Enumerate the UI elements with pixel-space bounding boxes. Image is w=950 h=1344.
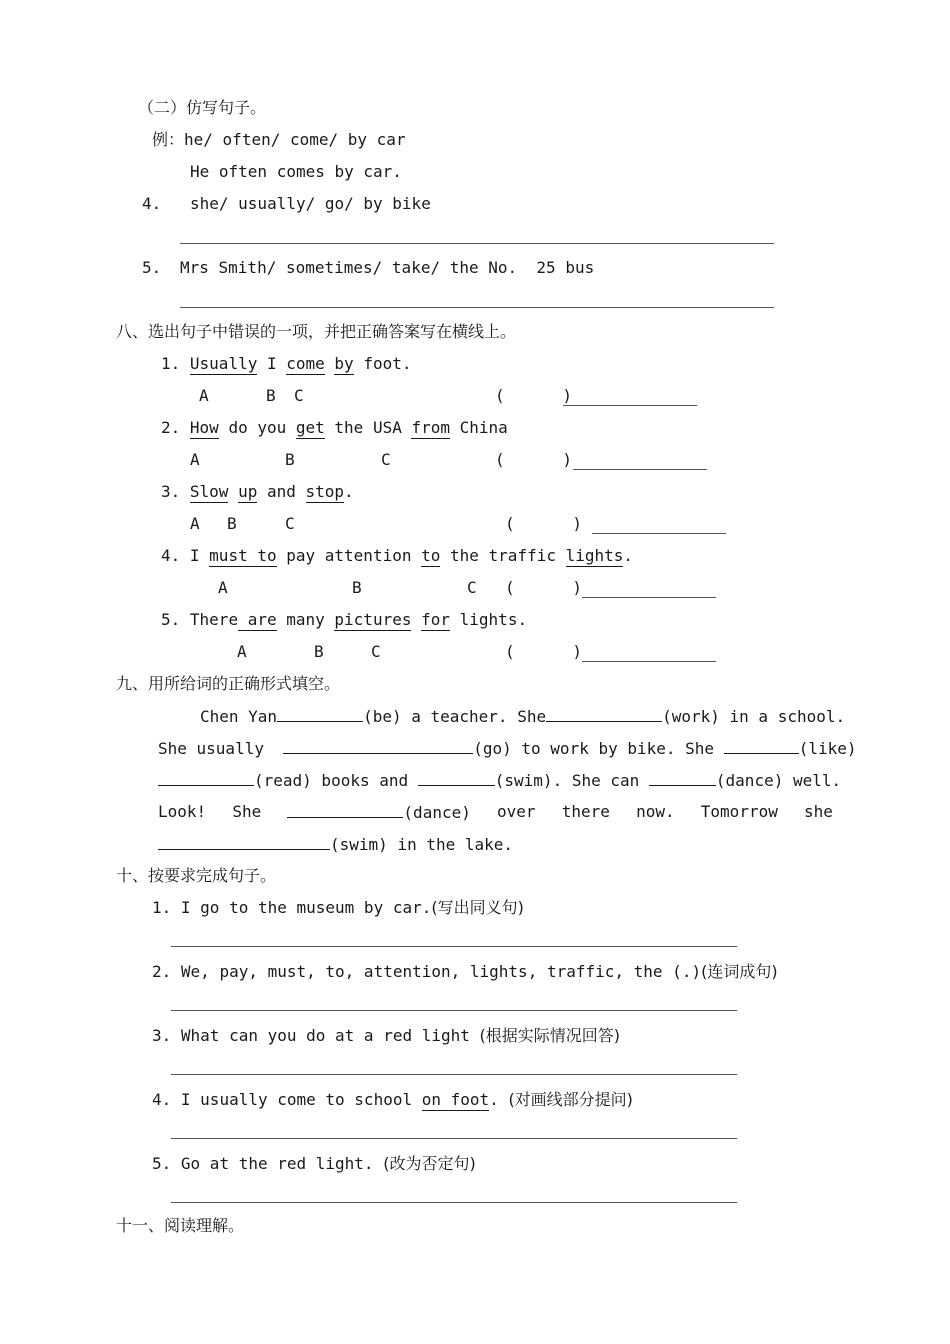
cloze-blank-be[interactable] bbox=[277, 706, 363, 722]
letter-a: A bbox=[218, 578, 228, 597]
section-9-heading: 九、用所给词的正确形式填空。 bbox=[116, 674, 341, 693]
item-hint: (写出同义句) bbox=[431, 898, 524, 917]
letter-a: A bbox=[190, 450, 200, 469]
plain-text: the traffic bbox=[440, 546, 566, 565]
plain-text: China bbox=[450, 418, 508, 437]
option-a-word: must to bbox=[209, 546, 277, 565]
error-item-1 bbox=[161, 354, 411, 374]
item-number: 3. bbox=[152, 1026, 172, 1045]
letter-a: A bbox=[237, 642, 247, 661]
answer-paren[interactable]: ( ) bbox=[495, 450, 573, 469]
error-item-5 bbox=[161, 610, 527, 630]
answer-paren[interactable]: ( ) bbox=[495, 386, 573, 405]
example-answer: He often comes by car. bbox=[190, 162, 402, 181]
plain-text: foot. bbox=[353, 354, 412, 373]
item-number: 1. bbox=[161, 354, 181, 373]
option-c-word: for bbox=[421, 610, 451, 629]
letter-b: B bbox=[285, 450, 295, 469]
section-2-heading: （二）仿写句子。 bbox=[138, 98, 267, 117]
transform-item-5-answer-line[interactable] bbox=[171, 1201, 737, 1203]
transform-item-5 bbox=[152, 1154, 476, 1174]
item-hint: (对画线部分提问) bbox=[508, 1090, 633, 1109]
rewrite-item-5-answer-line[interactable] bbox=[180, 306, 774, 308]
cloze-text bbox=[287, 802, 470, 823]
cloze-text: over bbox=[497, 802, 536, 821]
cloze-text: Chen Yan bbox=[200, 707, 278, 726]
option-a-word: Usually bbox=[189, 354, 258, 373]
item-hint: (改为否定句) bbox=[383, 1154, 476, 1173]
cloze-line-3 bbox=[158, 770, 841, 791]
example-prompt: he/ often/ come/ by car bbox=[184, 130, 406, 149]
cloze-text: (read) books and bbox=[254, 771, 409, 790]
cloze-text: she bbox=[804, 802, 833, 821]
item-number: 3. bbox=[161, 482, 181, 501]
plain-text: I bbox=[189, 546, 210, 565]
item-text: I go to the museum by car. bbox=[180, 898, 432, 917]
error-item-4-answer-line[interactable] bbox=[582, 596, 716, 598]
transform-item-3-answer-line[interactable] bbox=[171, 1073, 737, 1075]
option-c-word: from bbox=[411, 418, 451, 437]
transform-item-2-answer-line[interactable] bbox=[171, 1009, 737, 1011]
item-text: We, pay, must, to, attention, lights, traffic, the (.) bbox=[180, 962, 702, 981]
cloze-text: there bbox=[561, 802, 610, 821]
item-text: What can you do at a red light bbox=[180, 1026, 480, 1045]
letter-b: B bbox=[266, 386, 276, 405]
option-a-word: How bbox=[189, 418, 219, 437]
cloze-text: Tomorrow bbox=[700, 802, 778, 821]
option-a-word: are bbox=[238, 610, 277, 629]
cloze-blank-go[interactable] bbox=[283, 738, 473, 754]
transform-item-4-answer-line[interactable] bbox=[171, 1137, 737, 1139]
cloze-text: (work) in a school. bbox=[662, 707, 846, 726]
option-c-word: by bbox=[334, 354, 354, 373]
answer-paren[interactable]: ( ) bbox=[505, 642, 583, 661]
item-number: 5. bbox=[152, 1154, 172, 1173]
error-item-4 bbox=[161, 546, 633, 566]
rewrite-item-4-answer-line[interactable] bbox=[180, 242, 774, 244]
transform-item-1 bbox=[152, 898, 524, 918]
cloze-line-4 bbox=[158, 802, 833, 823]
cloze-line-2 bbox=[158, 738, 857, 759]
item-number: 4. bbox=[152, 1090, 172, 1109]
transform-item-4 bbox=[152, 1090, 633, 1110]
plain-text: lights. bbox=[450, 610, 528, 629]
cloze-blank-work[interactable] bbox=[546, 706, 662, 722]
letter-a: A bbox=[190, 514, 200, 533]
letter-c: C bbox=[371, 642, 381, 661]
cloze-text: (be) a teacher. She bbox=[363, 707, 547, 726]
plain-text: do you bbox=[218, 418, 296, 437]
cloze-blank-swim-2[interactable] bbox=[158, 834, 330, 850]
cloze-blank-dance[interactable] bbox=[649, 770, 716, 786]
cloze-text: (swim). She can bbox=[494, 771, 640, 790]
item-text: Go at the red light. bbox=[180, 1154, 384, 1173]
item-text: I usually come to school bbox=[180, 1090, 422, 1109]
letter-c: C bbox=[467, 578, 477, 597]
cloze-text: Look! bbox=[158, 802, 207, 821]
plain-text: . bbox=[344, 482, 354, 501]
cloze-blank-swim[interactable] bbox=[418, 770, 495, 786]
option-b-word: up bbox=[238, 482, 258, 501]
item-hint: (连词成句) bbox=[701, 962, 778, 981]
transform-item-1-answer-line[interactable] bbox=[171, 945, 737, 947]
option-b-word: pictures bbox=[334, 610, 412, 629]
cloze-blank-dance-2[interactable] bbox=[287, 802, 403, 818]
letter-c: C bbox=[285, 514, 295, 533]
plain-text bbox=[228, 482, 238, 501]
option-c-word: stop bbox=[305, 482, 345, 501]
letter-b: B bbox=[314, 642, 324, 661]
option-a-word: Slow bbox=[189, 482, 229, 501]
item-text: . bbox=[489, 1090, 509, 1109]
letter-b: B bbox=[227, 514, 237, 533]
error-item-3 bbox=[161, 482, 354, 502]
rewrite-item-4-prompt: she/ usually/ go/ by bike bbox=[190, 194, 431, 213]
cloze-line-5 bbox=[158, 834, 513, 855]
cloze-text: (dance) well. bbox=[715, 771, 842, 790]
cloze-text: (like) bbox=[798, 739, 857, 758]
plain-text: many bbox=[276, 610, 335, 629]
cloze-text: She usually bbox=[158, 739, 264, 758]
plain-text: I bbox=[257, 354, 287, 373]
letter-a: A bbox=[199, 386, 209, 405]
plain-text: and bbox=[257, 482, 306, 501]
option-b-word: get bbox=[295, 418, 325, 437]
rewrite-item-5-prompt: Mrs Smith/ sometimes/ take/ the No. 25 bus bbox=[180, 258, 595, 277]
example-prefix: 例： bbox=[152, 130, 185, 149]
cloze-blank-read[interactable] bbox=[158, 770, 254, 786]
error-item-5-answer-line[interactable] bbox=[582, 660, 716, 662]
cloze-text: (dance) bbox=[403, 803, 471, 822]
transform-item-3 bbox=[152, 1026, 620, 1046]
item-number: 5. bbox=[161, 610, 181, 629]
cloze-text: (go) to work by bike. She bbox=[473, 739, 715, 758]
cloze-line-1 bbox=[200, 706, 846, 727]
letter-c: C bbox=[294, 386, 304, 405]
item-hint: (根据实际情况回答) bbox=[479, 1026, 621, 1045]
error-item-1-answer-line[interactable] bbox=[563, 404, 697, 406]
section-10-heading: 十、按要求完成句子。 bbox=[116, 866, 277, 885]
option-b-word: come bbox=[286, 354, 325, 373]
example-line bbox=[152, 130, 406, 150]
error-item-2 bbox=[161, 418, 508, 438]
plain-text: . bbox=[623, 546, 634, 565]
plain-text: the USA bbox=[324, 418, 412, 437]
answer-paren[interactable]: ( ) bbox=[505, 578, 583, 597]
item-number: 2. bbox=[161, 418, 181, 437]
section-8-heading: 八、选出句子中错误的一项，并把正确答案写在横线上。 bbox=[116, 322, 517, 341]
rewrite-item-4-number: 4. bbox=[142, 194, 162, 213]
rewrite-item-5-number: 5. bbox=[142, 258, 162, 277]
answer-paren[interactable]: ( ) bbox=[505, 514, 583, 533]
transform-item-2 bbox=[152, 962, 778, 982]
item-number: 1. bbox=[152, 898, 172, 917]
plain-text: pay attention bbox=[276, 546, 422, 565]
error-item-3-answer-line[interactable] bbox=[592, 532, 726, 534]
plain-text bbox=[411, 610, 421, 629]
item-number: 2. bbox=[152, 962, 172, 981]
cloze-text: now. bbox=[636, 802, 675, 821]
error-item-2-answer-line[interactable] bbox=[573, 468, 707, 470]
cloze-text: She bbox=[232, 802, 262, 821]
plain-text bbox=[325, 354, 335, 373]
option-b-word: to bbox=[421, 546, 441, 565]
letter-c: C bbox=[381, 450, 391, 469]
underlined-phrase: on foot bbox=[421, 1090, 490, 1109]
section-11-heading: 十一、阅读理解。 bbox=[116, 1216, 245, 1235]
item-number: 4. bbox=[161, 546, 181, 565]
option-c-word: lights bbox=[565, 546, 624, 565]
plain-text: There bbox=[189, 610, 239, 629]
cloze-text: (swim) in the lake. bbox=[330, 835, 514, 854]
cloze-blank-like[interactable] bbox=[724, 738, 799, 754]
letter-b: B bbox=[352, 578, 362, 597]
cloze-text bbox=[200, 706, 845, 727]
